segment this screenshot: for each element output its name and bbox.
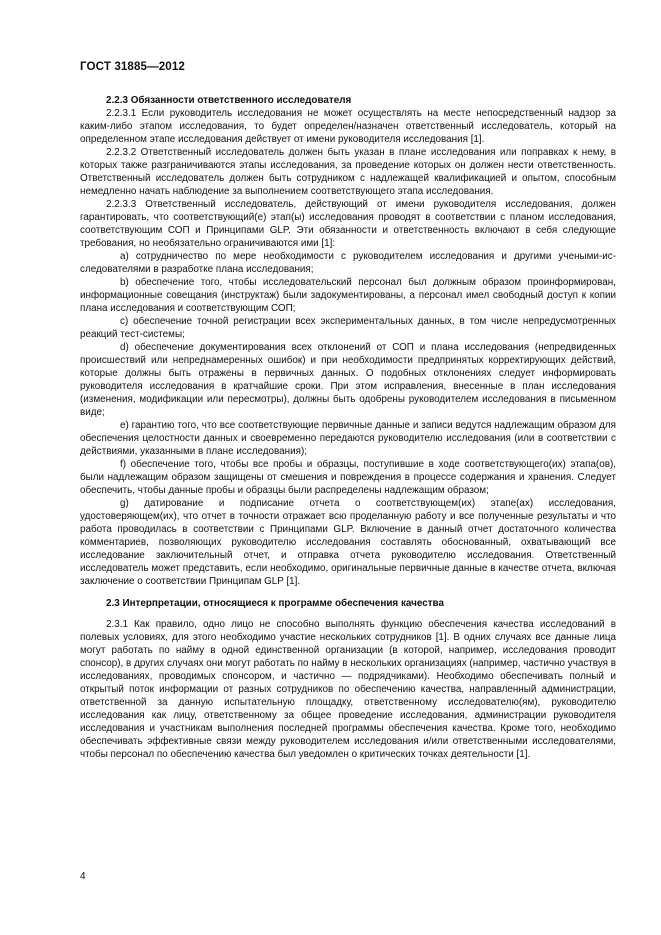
paragraph-2-2-3-1: 2.2.3.1 Если руководитель исследования не может осуществлять на месте непосредственный надзор за каким-либо этапом исследования, то будет определен/назначен ответственный исследователь, который на определенном этапе исследования действует от имени руководителя исследования [1].	[80, 108, 616, 145]
section-heading-2-2-3: 2.2.3 Обязанности ответственного исследователя	[106, 95, 352, 106]
list-item-g: g) датирование и подписание отчета о соответствующем(их) этапе(ах) исследования, удостоверяющем(их), что отчет в точности отражает всю проделанную работу и все полученные результаты и что работа проводилась в соответствии с Принципами GLP. Включение в данный отчет достаточного количества комментариев, позволяющих руководителю исследования составлять обоснованный, охватывающий все исследование заключительный отчет, и отправка отчета руководителю исследования. Ответственный исследователь может представить, если необходимо, оригинальные первичные данные в качестве отчета, включая заключение о соответствии Принципам GLP [1].	[80, 498, 616, 587]
paragraph-2-3-1: 2.3.1 Как правило, одно лицо не способно выполнять функцию обеспечения качества исследований в полевых условиях, для этого необходимо участие нескольких сотрудников [1]. В одних случаях все данные лица могут работать по найму в одной единственной организации (в которой, например, исследования проводит спонсор), в других случаях они могут работать по найму в нескольких организациях (например, частично участвуя в исследованиях, проводимых спонсором, и частично — подрядчиками). Необходимо обеспечивать полный и открытый поток информации от разных сотрудников по обеспечению качества, направленный администрации, ответственной за данную испытательную площадку, ответственному исследователю(ям), руководителю исследования как лицу, ответственному за общее проведение исследования, администрации руководителя исследования и участникам выполнения последней программы обеспечения качества. Кроме того, необходимо обеспечивать эффективные связи между руководителем исследования и/или ответственными исследователями, чтобы персонал по обеспечению качества был уведомлен о критических точках деятельности [1].	[80, 619, 616, 760]
paragraph-2-2-3-3: 2.2.3.3 Ответственный исследователь, действующий от имени руководителя исследования, должен гарантировать, что соответствующий(е) этап(ы) исследования проводят в соответствии с планом исследования, соответствующим СОП и Принципами GLP. Эти обязанности и ответственность включают в себя следующие требования, но необязательно ограничиваются ими [1]:	[80, 199, 616, 249]
list-item-d: d) обеспечение документирования всех отклонений от СОП и плана исследования (непредвиденных происшествий или непреднамеренных ошибок) и при необходимости предпринятых корректирующих действий, которые должны быть отражены в первичных данных. О подобных отклонениях следует информировать руководителя исследования в кратчайшие сроки. При этом исправления, внесенные в план исследования (изменения, модификации или пересмотры), должны быть одобрены руководителем исследования в письменном виде;	[80, 342, 616, 418]
list-item-c: c) обеспечение точной регистрации всех экспериментальных данных, в том числе непредусмотренных реакций тест-системы;	[80, 316, 616, 340]
list-item-e: е) гарантию того, что все соответствующие первичные данные и записи ведутся надлежащим образом для обеспечения целостности данных и своевременно передаются руководителю исследования (или в соответствии с действиями, указанными в плане исследования);	[80, 420, 616, 457]
paragraph-2-2-3-2: 2.2.3.2 Ответственный исследователь должен быть указан в плане исследования или поправках к нему, в которых также разграничиваются этапы исследования, за проведение которых он должен нести ответственность. Ответственный исследователь должен быть сотрудником с надлежащей квалификацией и опытом, способным немедленно начать наблюдение за выполнением соответствующего этапа исследования.	[80, 147, 616, 197]
list-item-b: b) обеспечение того, чтобы исследовательский персонал был должным образом проинформирован, информационные совещания (инструктаж) были задокументированы, а персонал имел свободный доступ к копии плана исследования и соответствующим СОП;	[80, 277, 616, 314]
list-item-f: f) обеспечение того, чтобы все пробы и образцы, поступившие в ходе соответствующего(их) этапа(ов), были надлежащим образом защищены от смешения и повреждения в процессе содержания и хранения. Следует обеспечить, чтобы данные пробы и образцы были распределены надлежащим образом;	[80, 459, 616, 496]
list-item-a: а) сотрудничество по мере необходимости с руководителем исследования и другими учеными-исследователями в разработке плана исследования;	[80, 251, 616, 275]
page-number: 4	[80, 871, 86, 882]
section-heading-2-3: 2.3 Интерпретации, относящиеся к программе обеспечения качества	[106, 598, 444, 609]
document-header: ГОСТ 31885—2012	[80, 60, 185, 73]
document-body	[80, 94, 616, 761]
